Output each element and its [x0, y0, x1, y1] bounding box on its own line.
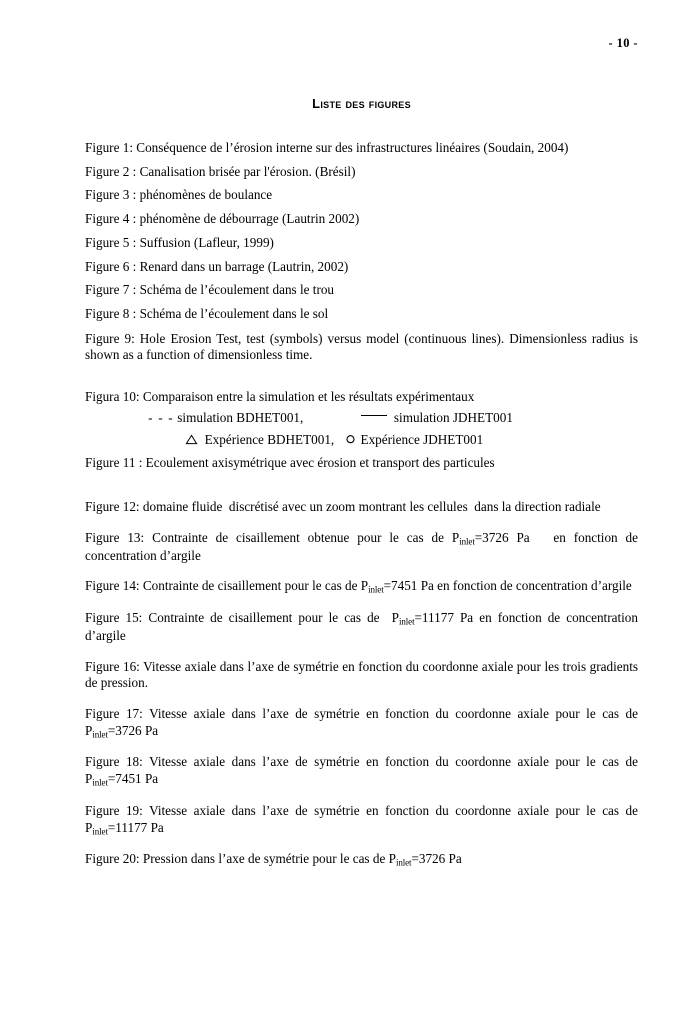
legend-label: Expérience JDHET001 [360, 431, 484, 447]
list-item: Figure 8 : Schéma de l’écoulement dans le sol [85, 305, 329, 321]
list-item-text: =3726 Pa [107, 722, 159, 738]
list-item [85, 529, 642, 564]
list-item: Figure 5 : Suffusion (Lafleur, 1999) [85, 234, 274, 250]
triangle-marker-icon [185, 434, 198, 445]
spacer [85, 740, 638, 754]
list-item: Figure 2 : Canalisation brisée par l'érosion. (Brésil) [85, 163, 356, 179]
circle-marker-icon [344, 434, 357, 445]
list-item-text: Figure 17: Vitesse axiale dans l’axe de symétrie en fonction du coordonne axiale pour le cas de P [85, 705, 642, 738]
list-item: Figure 1: Conséquence de l’érosion interne sur des infrastructures linéaires (Soudain, 2004) [85, 140, 569, 155]
legend-entry-exp-jdhet [344, 433, 483, 448]
list-item-text: Figure 13: Contrainte de cisaillement obtenue pour le cas de P [85, 529, 460, 545]
dashed-line-icon: - - - [148, 410, 174, 426]
list-item [85, 851, 638, 869]
subscript: inlet [368, 584, 384, 595]
legend-entry-sim-jdhet [361, 411, 513, 426]
list-item: Figure 16: Vitesse axiale dans l’axe de symétrie en fonction du coordonne axiale pour les trois gradients de pression. [85, 658, 642, 691]
list-item-text: =3726 Pa en fonction de concentration d’argile [85, 529, 642, 563]
legend-row-experience [85, 433, 638, 448]
legend-label: Expérience BDHET001, [204, 431, 335, 447]
list-item-text: Figure 18: Vitesse axiale dans l’axe de symétrie en fonction du coordonne axiale pour le cas de P [85, 754, 642, 787]
list-item-text: =11177 Pa en fonction de concentration d’argile [85, 610, 642, 644]
figure-list-content [85, 96, 642, 869]
list-item: Figure 4 : phénomène de débourrage (Lautrin 2002) [85, 211, 360, 227]
legend-label: simulation JDHET001 [393, 410, 513, 426]
subscript: inlet [92, 826, 108, 837]
list-item-text: Figure 14: Contrainte de cisaillement pour le cas de P [85, 578, 369, 594]
spacer [85, 596, 638, 610]
list-item-text: =7451 Pa [107, 771, 159, 787]
list-item [85, 578, 638, 596]
spacer [85, 469, 638, 499]
list-item [85, 754, 642, 788]
subscript: inlet [395, 857, 412, 868]
list-item-text: =7451 Pa en fonction de concentration d’argile [383, 578, 632, 594]
list-item: Figure 11 : Ecoulement axisymétrique avec érosion et transport des particules [85, 455, 495, 471]
legend-label: simulation BDHET001, [177, 410, 304, 426]
spacer [85, 645, 638, 659]
legend-entry-exp-bdhet [185, 433, 334, 448]
page-number: - 10 - [608, 36, 638, 50]
list-item: Figure 12: domaine fluide discrétisé avec un zoom montrant les cellules dans la direction radiale [85, 499, 601, 515]
solid-line-icon [361, 415, 387, 416]
list-item: Figure 7 : Schéma de l’écoulement dans le trou [85, 282, 335, 298]
list-item-text: Figure 15: Contrainte de cisaillement pour le cas de P [85, 610, 399, 626]
spacer [85, 364, 638, 390]
list-item-text: Figure 19: Vitesse axiale dans l’axe de symétrie en fonction du coordonne axiale pour le cas de P [85, 802, 642, 835]
spacer [85, 692, 638, 706]
list-item [85, 610, 642, 644]
list-item-text: Figure 20: Pression dans l’axe de symétrie pour le cas de P [85, 851, 396, 867]
list-item [85, 705, 642, 740]
spacer [85, 789, 638, 803]
spacer [85, 516, 638, 530]
spacer [85, 564, 638, 578]
page-title: Liste des figures [312, 96, 411, 111]
list-item: Figure 9: Hole Erosion Test, test (symbols) versus model (continuous lines). Dimensionless radius is shown as a function of dimensionless time. [85, 330, 642, 363]
legend-entry-sim-bdhet [148, 411, 303, 426]
list-item-text: =3726 Pa [411, 851, 462, 867]
list-item: Figura 10: Comparaison entre la simulation et les résultats expérimentaux [85, 388, 475, 404]
subscript: inlet [92, 777, 108, 788]
list-item: Figure 6 : Renard dans un barrage (Lautrin, 2002) [85, 258, 349, 274]
list-item: Figure 3 : phénomènes de boulance [85, 187, 273, 203]
list-item-text: =11177 Pa [107, 819, 164, 835]
subscript: inlet [398, 616, 415, 627]
subscript: inlet [459, 536, 475, 547]
list-item [85, 802, 642, 837]
subscript: inlet [92, 729, 108, 740]
legend-row-simulation [85, 411, 638, 426]
spacer [85, 837, 638, 851]
